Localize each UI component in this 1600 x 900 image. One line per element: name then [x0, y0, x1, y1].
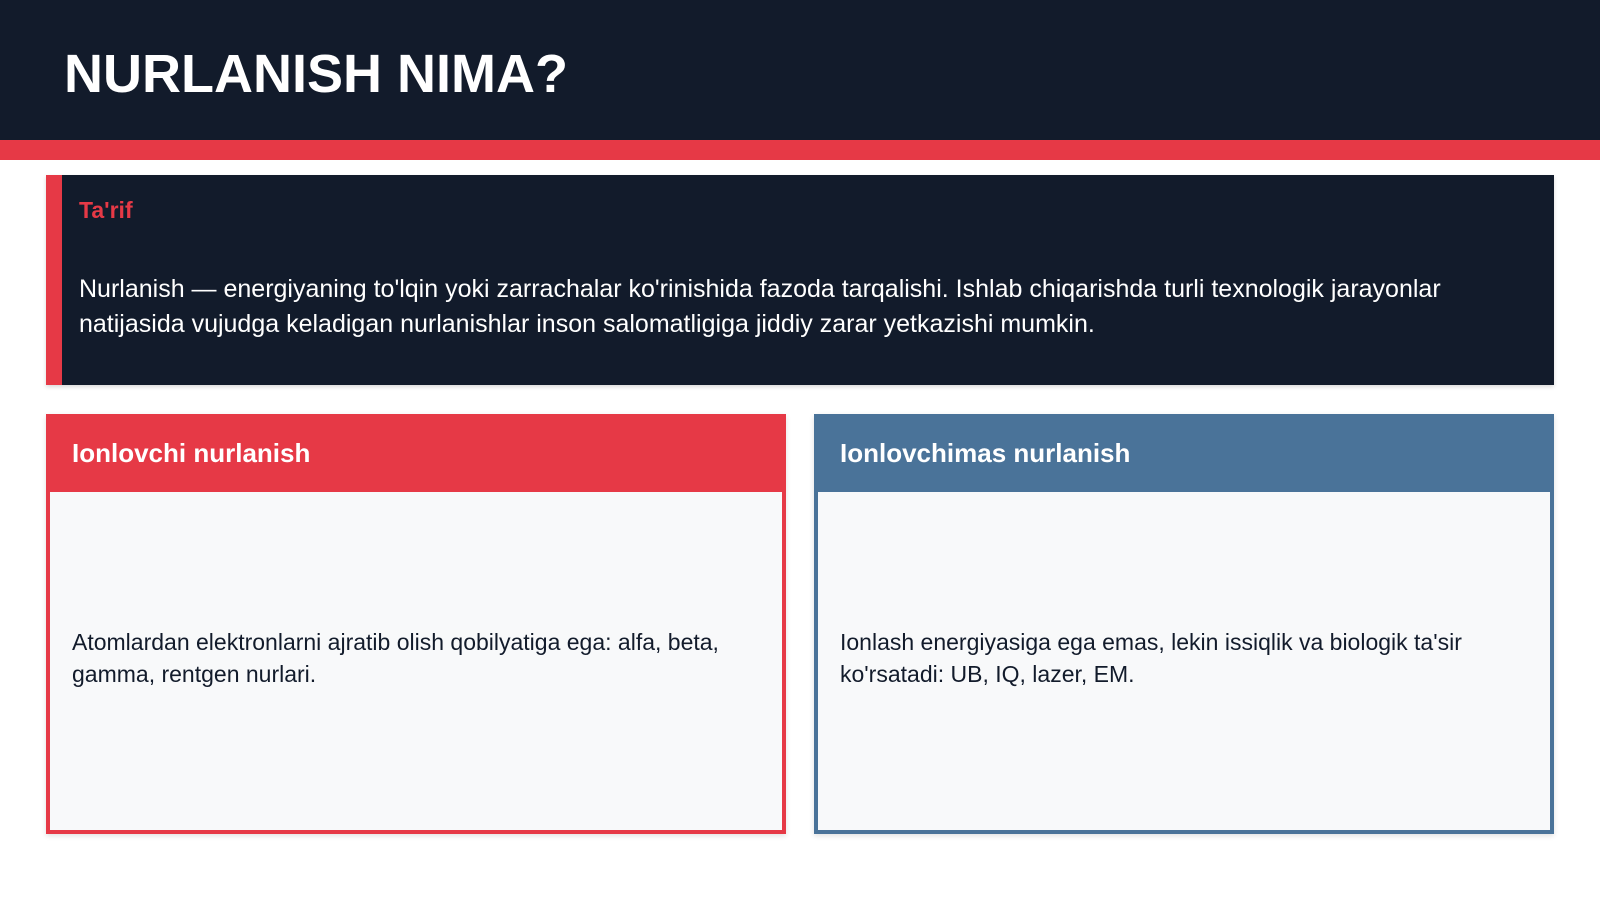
non-ionizing-radiation-card [814, 414, 1554, 834]
non-ionizing-card-title: Ionlovchimas nurlanish [814, 414, 1554, 492]
accent-bar [0, 140, 1600, 160]
definition-box [46, 175, 1554, 385]
definition-text: Nurlanish — energiyaning to'lqin yoki zarrachalar ko'rinishida fazoda tarqalishi. Ishlab chiqarishda turli texnologik jarayonlar natijasida vujudga keladigan nurlanishlar inson salomatligiga jiddiy zarar yetkazishi mumkin. [79, 275, 1441, 338]
ionizing-card-title: Ionlovchi nurlanish [46, 414, 786, 492]
non-ionizing-card-text: Ionlash energiyasiga ega emas, lekin issiqlik va biologik ta'sir ko'rsatadi: UB, IQ, lazer, EM. [840, 629, 1462, 687]
page-title: NURLANISH NIMA? [64, 44, 568, 104]
ionizing-radiation-card [46, 414, 786, 834]
definition-label: Ta'rif [79, 197, 133, 223]
header-band [0, 0, 1600, 140]
ionizing-card-text: Atomlardan elektronlarni ajratib olish qobilyatiga ega: alfa, beta, gamma, rentgen nurlari. [72, 629, 719, 687]
